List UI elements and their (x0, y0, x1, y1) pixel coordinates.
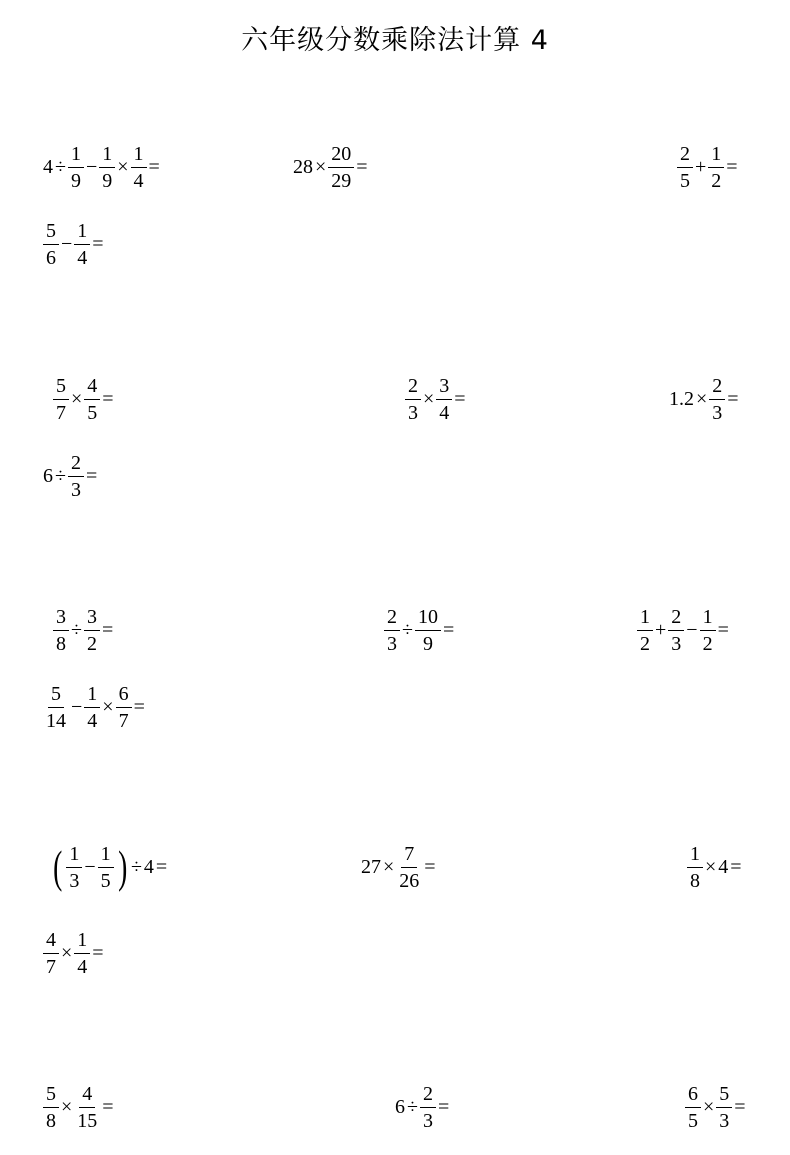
integer: 28 (293, 156, 313, 178)
denominator: 8 (56, 632, 66, 655)
minus-sign: − (61, 233, 73, 255)
fraction (668, 607, 684, 654)
problem-17 (42, 1072, 115, 1142)
problem-4 (42, 209, 105, 279)
denominator: 4 (439, 401, 450, 424)
fraction (685, 1084, 701, 1131)
times-sign: × (705, 856, 717, 878)
divide-sign: ÷ (55, 465, 66, 487)
numerator: 1 (700, 607, 716, 631)
times-sign: × (117, 156, 129, 178)
numerator: 10 (415, 607, 441, 631)
equals-sign: = (356, 156, 368, 178)
denominator: 5 (100, 869, 111, 892)
times-sign: × (315, 156, 327, 178)
problem-1 (42, 132, 161, 202)
denominator: 3 (671, 632, 682, 655)
numerator: 5 (48, 684, 64, 708)
equals-sign: = (730, 856, 742, 878)
denominator: 29 (331, 169, 352, 192)
numerator: 1 (687, 844, 703, 868)
numerator: 2 (420, 1084, 436, 1108)
minus-sign: − (85, 156, 98, 178)
fraction (74, 930, 90, 977)
numerator: 1 (66, 844, 82, 868)
numerator: 3 (436, 376, 452, 400)
fraction (405, 376, 421, 423)
denominator: 2 (702, 632, 713, 655)
integer: 4 (143, 856, 154, 878)
numerator: 2 (405, 376, 421, 400)
problem-12 (42, 672, 146, 742)
denominator: 3 (712, 401, 723, 424)
fraction (43, 1084, 59, 1131)
times-sign: × (703, 1096, 715, 1118)
equals-sign: = (85, 465, 98, 487)
equals-sign: = (717, 619, 729, 641)
denominator: 3 (387, 632, 397, 655)
denominator: 8 (690, 869, 700, 892)
problem-9 (52, 595, 114, 665)
fraction (687, 844, 703, 891)
denominator: 3 (422, 1109, 433, 1132)
denominator: 7 (56, 401, 66, 424)
problem-13 (50, 832, 168, 902)
fraction (415, 607, 441, 654)
equals-sign: = (442, 619, 455, 641)
numerator: 2 (384, 607, 400, 631)
equals-sign: = (92, 233, 104, 255)
equals-sign: = (454, 388, 466, 410)
times-sign: × (61, 1096, 73, 1118)
fraction (700, 607, 716, 654)
denominator: 3 (408, 401, 418, 424)
fraction (84, 376, 100, 423)
numerator: 2 (709, 376, 725, 400)
minus-sign: − (84, 856, 96, 878)
fraction (43, 930, 59, 977)
denominator: 15 (77, 1109, 98, 1132)
denominator: 6 (46, 246, 56, 269)
fraction (420, 1084, 436, 1131)
equals-sign: = (102, 1096, 114, 1118)
equals-sign: = (726, 156, 738, 178)
fraction (84, 607, 100, 654)
denominator: 26 (399, 869, 420, 892)
equals-sign: = (133, 696, 145, 718)
numerator: 5 (716, 1084, 732, 1108)
integer: 4 (718, 856, 729, 878)
fraction (396, 844, 422, 891)
denominator: 4 (133, 169, 144, 192)
fraction (53, 376, 69, 423)
denominator: 9 (70, 169, 81, 192)
problem-18 (394, 1072, 450, 1142)
denominator: 2 (86, 632, 97, 655)
integer: 27 (361, 856, 381, 878)
numerator: 1 (74, 221, 90, 245)
times-sign: × (383, 856, 395, 878)
fraction (328, 144, 354, 191)
fraction (74, 221, 90, 268)
fraction (709, 376, 725, 423)
numerator: 6 (116, 684, 132, 708)
page-title: 六年级分数乘除法计算 4 (241, 25, 549, 56)
times-sign: × (61, 942, 73, 964)
denominator: 3 (70, 478, 81, 501)
numerator: 1 (637, 607, 653, 631)
fraction (74, 1084, 100, 1131)
divide-sign: ÷ (130, 856, 142, 878)
equals-sign: = (727, 388, 739, 410)
problem-10 (383, 595, 455, 665)
integer: 4 (43, 156, 53, 178)
problem-8 (42, 441, 98, 511)
minus-sign: − (71, 696, 83, 718)
denominator: 14 (46, 709, 66, 732)
problem-2 (292, 132, 369, 202)
left-parenthesis: ( (53, 841, 63, 892)
numerator: 1 (98, 844, 114, 868)
problem-7 (668, 364, 740, 434)
denominator: 4 (77, 955, 88, 978)
problem-15 (686, 832, 743, 902)
problem-14 (360, 832, 437, 902)
numerator: 2 (68, 453, 84, 477)
fraction (677, 144, 693, 191)
fraction (131, 144, 147, 191)
fraction (68, 453, 84, 500)
problem-6 (404, 364, 467, 434)
denominator: 4 (77, 246, 88, 269)
problem-11 (636, 595, 730, 665)
denominator: 3 (719, 1109, 730, 1132)
times-sign: × (102, 696, 114, 718)
equals-sign: = (92, 942, 104, 964)
denominator: 7 (46, 955, 56, 978)
numerator: 6 (685, 1084, 701, 1108)
numerator: 3 (84, 607, 100, 631)
equals-sign: = (148, 156, 160, 178)
problem-5 (52, 364, 115, 434)
divide-sign: ÷ (71, 619, 82, 641)
numerator: 1 (68, 144, 84, 168)
minus-sign: − (686, 619, 698, 641)
fraction (68, 144, 84, 191)
integer: 6 (395, 1096, 405, 1118)
numerator: 4 (79, 1084, 95, 1108)
fraction (116, 684, 132, 731)
fraction (98, 844, 114, 891)
fraction (43, 221, 59, 268)
denominator: 5 (87, 401, 98, 424)
fraction (708, 144, 724, 191)
fraction (99, 144, 115, 191)
denominator: 9 (102, 169, 113, 192)
problem-3 (676, 132, 739, 202)
numerator: 1 (131, 144, 147, 168)
denominator: 5 (688, 1109, 698, 1132)
fraction (43, 684, 69, 731)
numerator: 5 (43, 1084, 59, 1108)
divide-sign: ÷ (402, 619, 413, 641)
fraction (384, 607, 400, 654)
fraction (637, 607, 653, 654)
denominator: 2 (640, 632, 650, 655)
plus-sign: + (655, 619, 667, 641)
equals-sign: = (155, 856, 168, 878)
decimal: 1.2 (669, 388, 694, 410)
integer: 6 (43, 465, 53, 487)
denominator: 2 (711, 169, 722, 192)
fraction (436, 376, 452, 423)
numerator: 3 (53, 607, 69, 631)
numerator: 5 (53, 376, 69, 400)
denominator: 4 (87, 709, 98, 732)
numerator: 1 (84, 684, 100, 708)
equals-sign: = (101, 619, 114, 641)
fraction (84, 684, 100, 731)
numerator: 5 (43, 221, 59, 245)
denominator: 3 (69, 869, 80, 892)
problem-19 (684, 1072, 747, 1142)
right-parenthesis: ) (117, 841, 127, 892)
equals-sign: = (734, 1096, 746, 1118)
denominator: 7 (118, 709, 129, 732)
numerator: 4 (43, 930, 59, 954)
equals-sign: = (437, 1096, 450, 1118)
equals-sign: = (102, 388, 114, 410)
numerator: 1 (99, 144, 115, 168)
times-sign: × (423, 388, 435, 410)
numerator: 1 (74, 930, 90, 954)
problem-16 (42, 918, 105, 988)
denominator: 9 (422, 632, 433, 655)
denominator: 8 (46, 1109, 56, 1132)
divide-sign: ÷ (407, 1096, 418, 1118)
numerator: 1 (708, 144, 724, 168)
numerator: 7 (401, 844, 417, 868)
equals-sign: = (424, 856, 436, 878)
numerator: 2 (677, 144, 693, 168)
plus-sign: + (695, 156, 707, 178)
numerator: 20 (328, 144, 354, 168)
fraction (66, 844, 82, 891)
fraction (716, 1084, 732, 1131)
times-sign: × (696, 388, 708, 410)
fraction (53, 607, 69, 654)
divide-sign: ÷ (55, 156, 66, 178)
times-sign: × (71, 388, 83, 410)
numerator: 2 (668, 607, 684, 631)
numerator: 4 (84, 376, 100, 400)
denominator: 5 (680, 169, 690, 192)
